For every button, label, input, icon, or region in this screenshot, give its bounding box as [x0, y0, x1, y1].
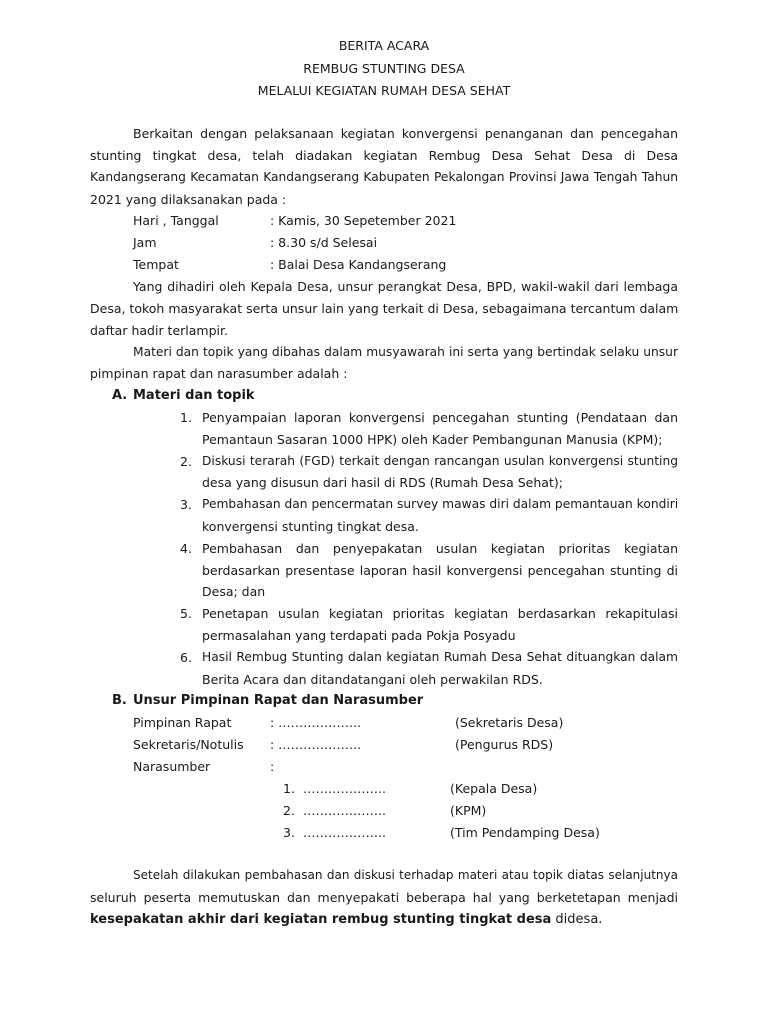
item-4-line-2: berdasarkan presentase laporan hasil konvergensi pencegahan stunting di — [202, 563, 678, 578]
item-5-line-1: Penetapan usulan kegiatan prioritas kegiatan berdasarkan rekapitulasi — [202, 606, 678, 621]
schedule-day-value: : Kamis, 30 Sepetember 2021 — [270, 213, 457, 228]
section-b-heading: Unsur Pimpinan Rapat dan Narasumber — [133, 693, 424, 708]
notulis-role: (Pengurus RDS) — [455, 737, 554, 752]
narasumber-3-role: (Tim Pendamping Desa) — [450, 825, 600, 840]
item-1-number: 1. — [180, 410, 192, 425]
narasumber-3-dots: ……………….. — [303, 825, 386, 840]
closing-line-2: seluruh peserta memutuskan dan menyepakati beberapa hal yang berketetapan menjadi — [90, 890, 678, 905]
intro-line-1: Berkaitan dengan pelaksanaan kegiatan konvergensi penanganan dan pencegahan — [133, 126, 678, 141]
narasumber-2-role: (KPM) — [450, 803, 487, 818]
attendance-line-1: Yang dihadiri oleh Kepala Desa, unsur perangkat Desa, BPD, wakil-wakil dari lembaga — [133, 279, 678, 294]
narasumber-1-dots: ……………….. — [303, 781, 386, 796]
schedule-day-label: Hari , Tanggal — [133, 213, 219, 228]
materi-intro-line-2: pimpinan rapat dan narasumber adalah : — [90, 366, 348, 381]
pimpinan-rapat-value: : ……………….. — [270, 715, 362, 730]
narasumber-label: Narasumber — [133, 759, 211, 774]
item-1-line-2: Pemantaun Sasaran 1000 HPK) oleh Kader Pembangunan Manusia (KPM); — [202, 432, 663, 447]
doc-title-line1: BERITA ACARA — [338, 38, 430, 53]
attendance-line-2: Desa, tokoh masyarakat serta unsur lain yang terkait di Desa, sebagaimana tercantum dalam — [90, 301, 678, 316]
item-3-line-2: konvergensi stunting tingkat desa. — [202, 519, 419, 534]
item-2-line-1: Diskusi terarah (FGD) terkait dengan rancangan usulan konvergensi stunting — [202, 454, 678, 468]
item-2-line-2: desa yang disusun dari hasil di RDS (Rumah Desa Sehat); — [202, 475, 563, 490]
notulis-value: : ……………….. — [270, 737, 362, 752]
item-2-number: 2. — [180, 454, 192, 469]
intro-line-4: 2021 yang dilaksanakan pada : — [90, 192, 287, 207]
item-6-number: 6. — [180, 650, 192, 665]
item-4-line-1: Pembahasan dan penyepakatan usulan kegiatan prioritas kegiatan — [202, 541, 678, 556]
narasumber-2-number: 2. — [283, 803, 295, 818]
materi-intro-line-1: Materi dan topik yang dibahas dalam musyawarah ini serta yang bertindak selaku unsur — [133, 345, 678, 359]
schedule-time-label: Jam — [133, 235, 157, 250]
section-b-letter: B. — [112, 693, 127, 708]
section-a-letter: A. — [112, 388, 128, 403]
item-5-number: 5. — [180, 606, 192, 621]
attendance-line-3: daftar hadir terlampir. — [90, 323, 228, 338]
schedule-place-value: : Balai Desa Kandangserang — [270, 257, 447, 272]
intro-line-2: stunting tingkat desa, telah diadakan kegiatan Rembug Desa Sehat Desa di Desa — [90, 148, 678, 163]
closing-line-3 — [90, 912, 602, 927]
item-6-line-1: Hasil Rembug Stunting dalan kegiatan Rumah Desa Sehat dituangkan dalam — [202, 650, 678, 664]
narasumber-colon: : — [270, 759, 275, 774]
item-6-line-2: Berita Acara dan ditandatangani oleh perwakilan RDS. — [202, 672, 543, 687]
doc-title-line3: MELALUI KEGIATAN RUMAH DESA SEHAT — [257, 83, 511, 98]
pimpinan-rapat-label: Pimpinan Rapat — [133, 715, 232, 730]
item-5-line-2: permasalahan yang terdapati pada Pokja Posyadu — [202, 628, 516, 643]
item-4-line-3: Desa; dan — [202, 584, 266, 599]
intro-line-3: Kandangserang Kecamatan Kandangserang Kabupaten Pekalongan Provinsi Jawa Tengah Tahun — [90, 170, 678, 184]
narasumber-1-role: (Kepala Desa) — [450, 781, 538, 796]
closing-bold-phrase: kesepakatan akhir dari kegiatan rembug stunting tingkat desa — [90, 912, 552, 927]
pimpinan-rapat-role: (Sekretaris Desa) — [455, 715, 564, 730]
item-3-number: 3. — [180, 497, 192, 512]
section-a-heading: Materi dan topik — [133, 388, 255, 403]
item-4-number: 4. — [180, 541, 192, 556]
item-1-line-1: Penyampaian laporan konvergensi pencegahan stunting (Pendataan dan — [202, 410, 678, 425]
narasumber-3-number: 3. — [283, 825, 295, 840]
schedule-place-label: Tempat — [133, 257, 179, 272]
doc-title-line2: REMBUG STUNTING DESA — [303, 61, 465, 76]
item-3-line-1: Pembahasan dan pencermatan survey mawas diri dalam pemantauan kondiri — [202, 497, 678, 511]
narasumber-1-number: 1. — [283, 781, 295, 796]
narasumber-2-dots: ……………….. — [303, 803, 386, 818]
closing-line-1: Setelah dilakukan pembahasan dan diskusi terhadap materi atau topik diatas selanjutnya — [133, 868, 678, 882]
schedule-time-value: : 8.30 s/d Selesai — [270, 235, 378, 250]
notulis-label: Sekretaris/Notulis — [133, 737, 244, 752]
closing-rest: didesa. — [551, 912, 603, 927]
